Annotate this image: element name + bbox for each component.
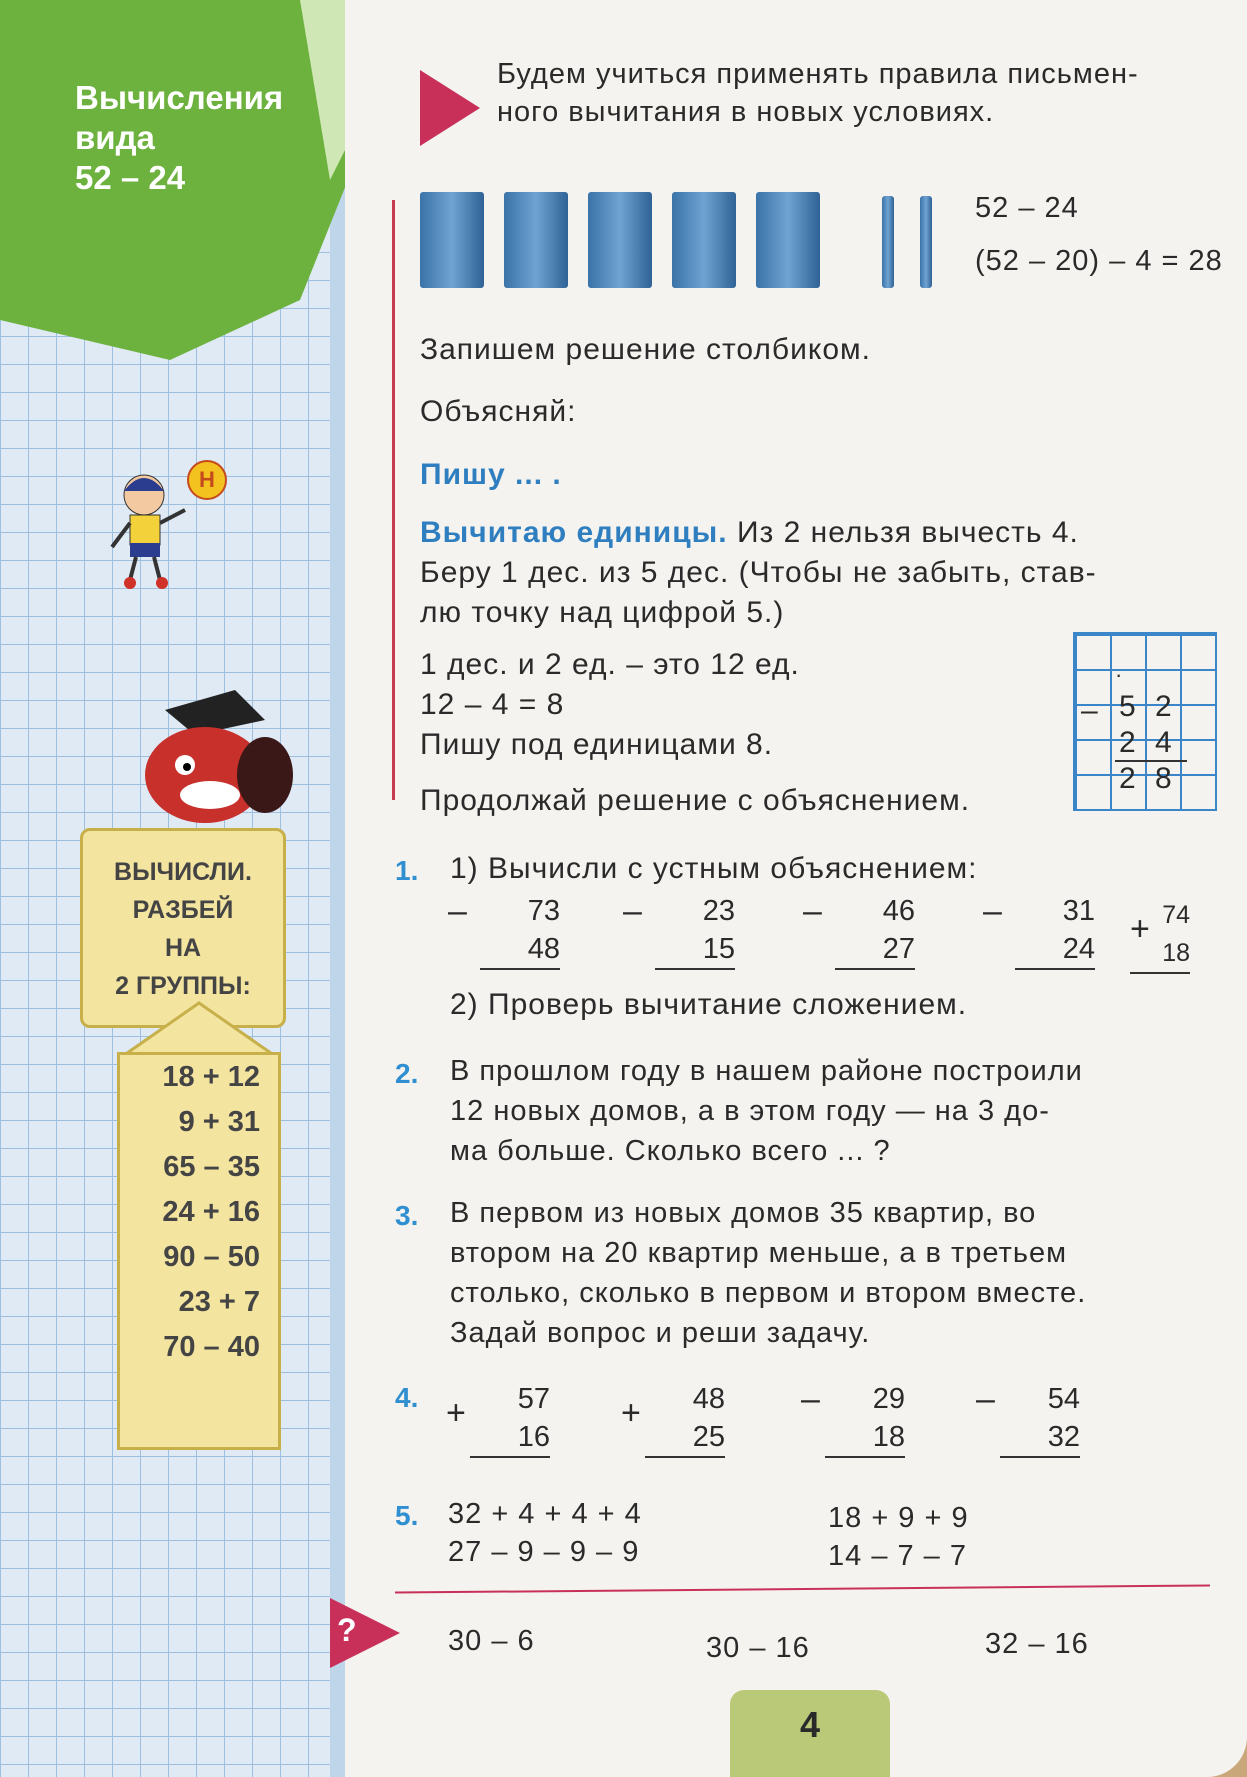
ex1-columns (440, 892, 1200, 972)
result-bar (655, 968, 735, 970)
col-operands (1130, 896, 1190, 974)
ex3-number: 3. (395, 1200, 419, 1231)
ex4-number: 4. (395, 1382, 419, 1413)
result-bar (470, 1456, 550, 1458)
ex3-l1: В первом из новых домов 35 квартир, во (450, 1197, 1037, 1229)
intro-line2: ного вычитания в новых условиях. (497, 96, 995, 128)
ex2-l1: В прошлом году в нашем районе построили (450, 1055, 1083, 1087)
bottom-expr2: 30 – 16 (706, 1632, 810, 1664)
ex1-number: 1. (395, 855, 419, 886)
stick-bundle (672, 192, 736, 288)
op-sign: – (448, 892, 467, 930)
operand-b: 27 (882, 933, 915, 965)
expression-item: 24 + 16 (162, 1196, 260, 1228)
operand-a: 73 (527, 895, 560, 927)
operand-a: 29 (872, 1383, 905, 1415)
task-line4: 2 ГРУППЫ: (115, 972, 251, 1000)
ex3-l3: столько, сколько в первом и втором вместе. (450, 1277, 1087, 1309)
ex5-a2: 27 – 9 – 9 – 9 (448, 1536, 640, 1568)
explain-p3: Пишу ... . (420, 458, 562, 491)
operand-a: 23 (702, 895, 735, 927)
operand-a: 48 (692, 1383, 725, 1415)
op-sign: + (446, 1394, 466, 1432)
explain-p4 (420, 516, 1079, 550)
sticks-expr2: (52 – 20) – 4 = 28 (975, 245, 1223, 277)
op-sign: – (983, 892, 1002, 930)
ex1-q2: 2) Проверь вычитание сложением. (450, 988, 968, 1021)
result-bar (645, 1456, 725, 1458)
grid-digit: 2 (1119, 762, 1136, 795)
ex2-l2: 12 новых домов, а в этом году — на 3 до- (450, 1095, 1050, 1127)
grid-digit: 4 (1155, 726, 1172, 759)
op-sign: + (1130, 910, 1150, 948)
expression-item: 90 – 50 (163, 1241, 260, 1273)
explain-p4-rest: Из 2 нельзя вычесть 4. (736, 516, 1079, 549)
single-stick (920, 196, 932, 288)
task-line1: ВЫЧИСЛИ. (114, 858, 252, 886)
result-bar (825, 1456, 905, 1458)
grid-digit: 2 (1119, 726, 1136, 759)
column-calc-grid (1073, 632, 1217, 811)
expression-item: 70 – 40 (163, 1331, 260, 1363)
operand-a: 57 (517, 1383, 550, 1415)
ex3-l4: Задай вопрос и реши задачу. (450, 1317, 871, 1349)
col-operands (645, 1380, 725, 1458)
task-line2: РАЗБЕЙ (132, 896, 234, 924)
operand-a: 46 (882, 895, 915, 927)
col-operands (835, 892, 915, 970)
bottom-expr3: 32 – 16 (985, 1628, 1089, 1660)
task-line3: НА (164, 934, 202, 962)
play-marker-icon (420, 70, 480, 146)
ex1-q1: 1) Вычисли с устным объяснением: (450, 852, 978, 885)
op-sign: + (621, 1394, 641, 1432)
explain-p2: Объясняй: (420, 395, 577, 428)
sticks-expr1: 52 – 24 (975, 192, 1079, 224)
operand-a: 54 (1047, 1383, 1080, 1415)
stick-bundle (420, 192, 484, 288)
result-bar (835, 968, 915, 970)
grid-minus: – (1081, 694, 1098, 727)
dog-illustration (115, 680, 315, 840)
house-roof (117, 1000, 281, 1060)
result-bar (1130, 972, 1190, 974)
expression-item: 23 + 7 (178, 1286, 260, 1318)
op-sign: – (976, 1380, 995, 1418)
explain-p4-bold: Вычитаю единицы. (420, 516, 728, 549)
op-sign: – (801, 1380, 820, 1418)
grid-digit: 5 (1119, 690, 1136, 723)
operand-b: 18 (872, 1421, 905, 1453)
col-operands (825, 1380, 905, 1458)
operand-b: 48 (527, 933, 560, 965)
col-operands (655, 892, 735, 970)
expression-item: 18 + 12 (162, 1061, 260, 1093)
page-number: 4 (730, 1690, 890, 1777)
question-mark: ? (337, 1612, 357, 1648)
stick-bundle (504, 192, 568, 288)
operand-b: 32 (1047, 1421, 1080, 1453)
operand-b: 15 (702, 933, 735, 965)
stick-bundle (756, 192, 820, 288)
operand-a: 74 (1162, 901, 1190, 929)
stick-bundle (588, 192, 652, 288)
stick-bundles (420, 192, 940, 292)
explain-p10: Продолжай решение с объяснением. (420, 784, 971, 817)
ex5-b2: 14 – 7 – 7 (828, 1540, 967, 1572)
lesson-title-line3: 52 – 24 (75, 159, 186, 196)
ex3-l2: втором на 20 квартир меньше, а в третьем (450, 1237, 1068, 1269)
explain-p6: лю точку над цифрой 5.) (420, 596, 785, 629)
expression-item: 9 + 31 (178, 1106, 260, 1138)
operand-b: 24 (1062, 933, 1095, 965)
operand-b: 18 (1162, 939, 1190, 967)
explain-p1: Запишем решение столбиком. (420, 333, 871, 366)
grid-digit: 8 (1155, 762, 1172, 795)
explain-p5: Беру 1 дес. из 5 дес. (Чтобы не забыть, став- (420, 556, 1097, 589)
explain-p9: Пишу под единицами 8. (420, 728, 774, 761)
expression-item: 65 – 35 (163, 1151, 260, 1183)
lesson-title-line1: Вычисления (75, 79, 284, 116)
lesson-title-line2: вида (75, 119, 155, 156)
intro-line1: Будем учиться применять правила письмен- (497, 58, 1139, 90)
ex5-number: 5. (395, 1500, 419, 1531)
task-card (80, 828, 286, 1028)
explain-p7: 1 дес. и 2 ед. – это 12 ед. (420, 648, 800, 681)
operand-a: 31 (1062, 895, 1095, 927)
ex4-columns (440, 1380, 1140, 1460)
op-sign: – (803, 892, 822, 930)
bottom-expr1: 30 – 6 (448, 1625, 535, 1657)
single-stick (882, 196, 894, 288)
col-operands (1015, 892, 1095, 970)
ex5-a1: 32 + 4 + 4 + 4 (448, 1498, 642, 1530)
lesson-title (75, 78, 283, 198)
badge-n-icon: Н (187, 460, 227, 500)
result-bar (480, 968, 560, 970)
col-operands (480, 892, 560, 970)
explain-p8: 12 – 4 = 8 (420, 688, 565, 721)
operand-b: 16 (517, 1421, 550, 1453)
op-sign: – (623, 892, 642, 930)
operand-b: 25 (692, 1421, 725, 1453)
ex2-number: 2. (395, 1058, 419, 1089)
result-bar (1015, 968, 1095, 970)
ex2-l3: ма больше. Сколько всего ... ? (450, 1135, 891, 1167)
result-bar (1000, 1456, 1080, 1458)
expression-list (117, 1052, 281, 1450)
margin-line (392, 200, 395, 800)
ex5-b1: 18 + 9 + 9 (828, 1502, 969, 1534)
grid-digit: 2 (1155, 690, 1172, 723)
col-operands (470, 1380, 550, 1458)
col-operands (1000, 1380, 1080, 1458)
borrow-dot: · (1115, 662, 1123, 687)
